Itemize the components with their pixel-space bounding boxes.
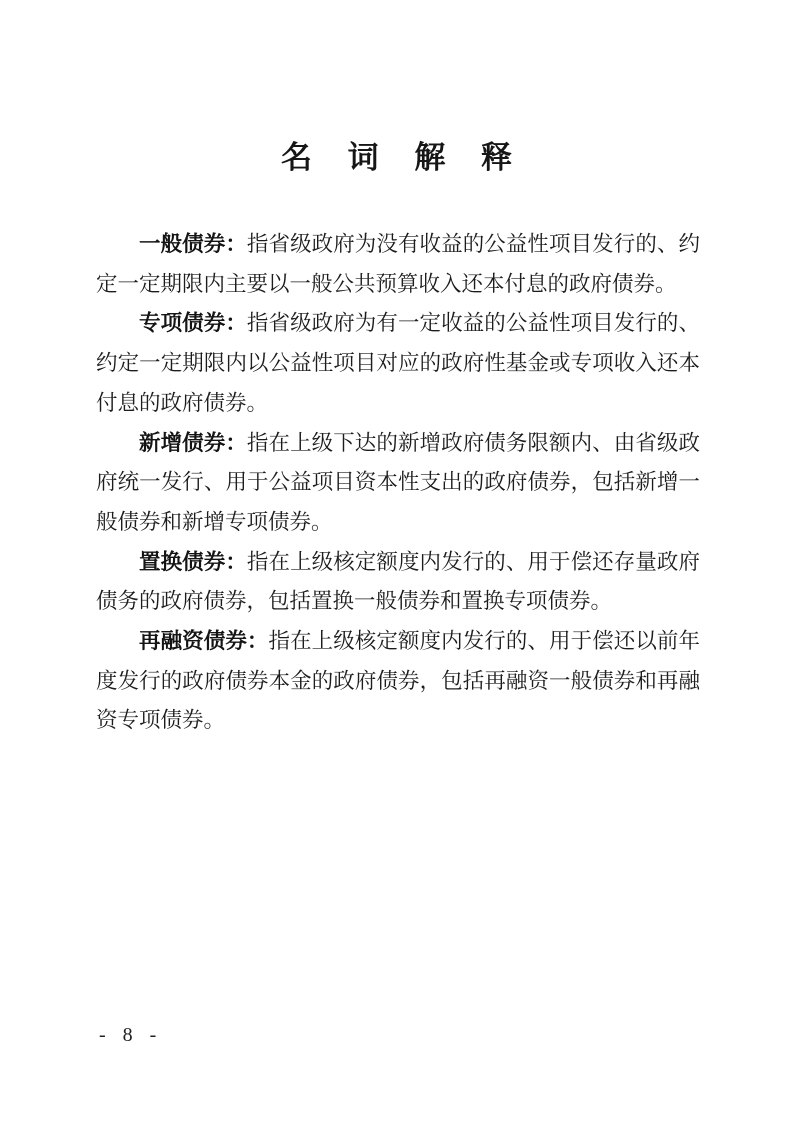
- term-label: 新增债券：: [139, 430, 247, 455]
- term-label: 再融资债券：: [139, 629, 269, 654]
- glossary-entry-special-bond: [96, 304, 700, 423]
- term-label: 置换债券：: [139, 549, 247, 574]
- term-definition: 指在上级核定额度内发行的、用于偿还存量政府债务的政府债券，包括置换一般债券和置换专项债券。: [96, 549, 700, 614]
- term-definition: 指在上级核定额度内发行的、用于偿还以前年度发行的政府债券本金的政府债券，包括再融资一般债券和再融资专项债券。: [96, 629, 700, 733]
- glossary-entry-new-bond: [96, 424, 700, 543]
- glossary-body: [96, 225, 700, 741]
- glossary-entry-refinancing-bond: [96, 622, 700, 741]
- term-definition: 指在上级下达的新增政府债务限额内、由省级政府统一发行、用于公益项目资本性支出的政府债券，包括新增一般债券和新增专项债券。: [96, 430, 700, 534]
- term-label: 专项债券：: [139, 311, 247, 336]
- term-definition: 指省级政府为没有收益的公益性项目发行的、约定一定期限内主要以一般公共预算收入还本付息的政府债券。: [96, 232, 700, 296]
- glossary-entry-general-bond: [96, 225, 700, 304]
- term-label: 一般债券：: [139, 232, 247, 256]
- glossary-entry-replacement-bond: [96, 543, 700, 622]
- page-title: 名 词 解 释: [281, 140, 526, 175]
- term-definition: 指省级政府为有一定收益的公益性项目发行的、约定一定期限内以公益性项目对应的政府性基金或专项收入还本付息的政府债券。: [96, 311, 700, 415]
- page-number: - 8 -: [99, 1024, 163, 1046]
